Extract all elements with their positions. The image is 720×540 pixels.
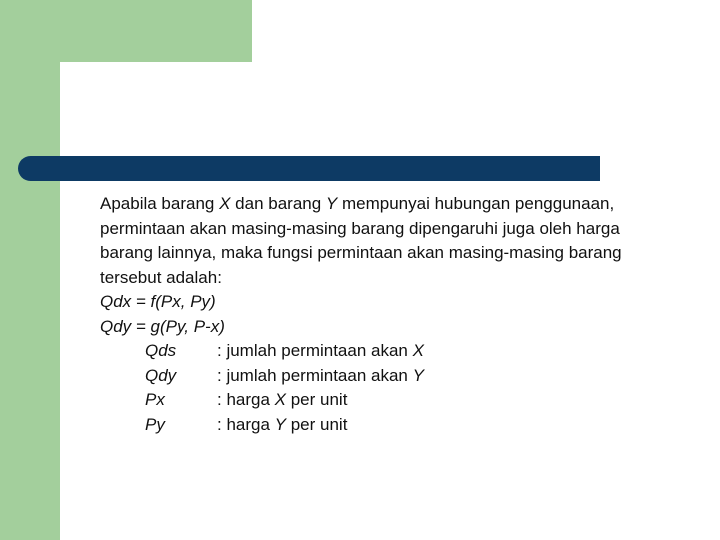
definition-term: Py — [145, 414, 165, 434]
definition-description — [217, 364, 424, 389]
definition-description — [217, 413, 347, 438]
slide-body — [100, 192, 660, 437]
definition-text: : harga — [217, 390, 275, 409]
definition-row — [100, 364, 660, 389]
definition-var: Y — [274, 414, 286, 434]
intro-var-x: X — [219, 194, 231, 213]
definitions-list — [100, 339, 660, 437]
intro-text-part3: mempunyai hubungan penggunaan, permintaan akan masing-masing barang dipengaruhi juga oleh harga barang lainnya, maka fungsi permintaan akan masing-masing barang tersebut adalah: — [100, 194, 622, 287]
definition-text-after: per unit — [286, 390, 348, 409]
intro-var-y: Y — [325, 194, 338, 213]
definition-row — [100, 339, 660, 364]
definition-term: Px — [145, 390, 165, 409]
definition-var: X — [274, 390, 286, 409]
intro-paragraph — [100, 192, 660, 290]
definition-row — [100, 413, 660, 438]
definition-var: Y — [412, 365, 424, 385]
decorative-green-strip-left — [0, 0, 60, 540]
slide-title-bar — [18, 156, 600, 181]
formula-qdy: Qdy = g(Py, P-x) — [100, 316, 225, 336]
intro-text-part1: Apabila barang — [100, 194, 220, 213]
definition-text-after: per unit — [286, 414, 348, 434]
definition-text: : jumlah permintaan akan — [217, 341, 413, 360]
definition-description — [217, 339, 424, 364]
definition-term: Qds — [145, 341, 177, 360]
definition-text: : jumlah permintaan akan — [217, 365, 413, 385]
intro-text-part2: dan barang — [230, 194, 326, 213]
definition-description — [217, 388, 347, 413]
formula-qdx: Qdx = f(Px, Py) — [100, 292, 216, 311]
definition-row — [100, 388, 660, 413]
definition-text: : harga — [217, 414, 275, 434]
definition-var: X — [412, 341, 424, 360]
definition-term: Qdy — [145, 365, 177, 385]
